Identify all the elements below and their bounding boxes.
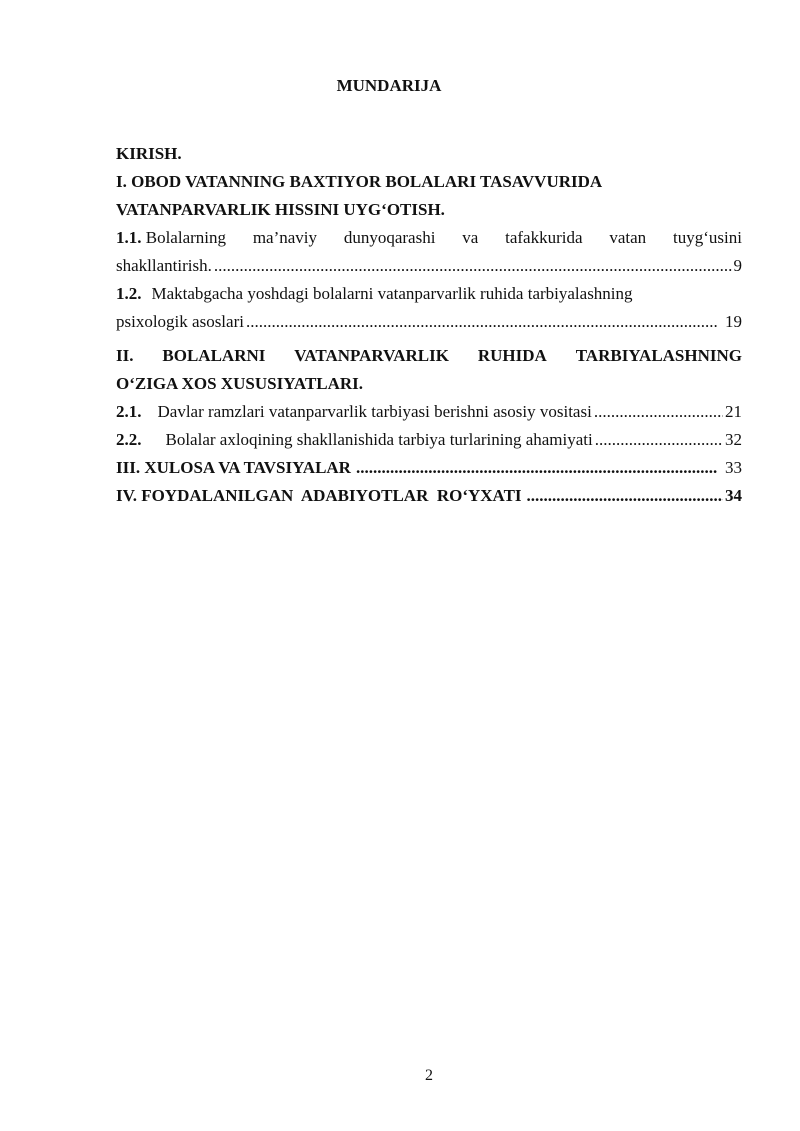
toc-section-2-2-title: Bolalar axloqining shakllanishida tarbiya turlarining ahamiyati (165, 430, 593, 449)
toc-page-ref: 34 (725, 486, 742, 505)
toc-section-1-2-title: Maktabgacha yoshdagi bolalarni vatanparvarlik ruhida tarbiyalashning (151, 284, 633, 303)
toc-section-2-1-title: Davlar ramzlari vatanparvarlik tarbiyasi berishni asosiy vositasi (157, 402, 592, 421)
toc-chapter-2-line-1 (116, 342, 742, 370)
section-number: 1.2. (116, 284, 142, 303)
toc-word: BOLALARNI (162, 346, 266, 365)
dot-leader (246, 308, 717, 336)
section-number: 1.1. (116, 228, 142, 247)
toc-section-1-2-continuation: psixologik asoslari (116, 312, 244, 331)
toc-word: va (462, 228, 479, 247)
toc-word: Bolalarning (145, 228, 227, 247)
toc-section-1-1-line-1 (116, 224, 742, 252)
toc-chapter-1-line-1 (116, 168, 742, 196)
toc-chapter-2-line-2 (116, 370, 742, 398)
toc-chapter-1-title-line-2: VATANPARVARLIK HISSINI UYG‘OTISH. (116, 200, 445, 219)
toc-chapter-4 (116, 482, 742, 510)
toc-page-ref: 21 (725, 402, 742, 421)
toc-word: tuyg‘usini (672, 228, 742, 247)
dot-leader (594, 398, 723, 426)
toc-section-1-2-line-1 (116, 280, 742, 308)
toc-word: RUHIDA (477, 346, 547, 365)
page-number: 2 (425, 1067, 433, 1084)
dot-leader (527, 482, 723, 510)
section-number: 2.1. (116, 402, 142, 421)
toc-chapter-1-line-2 (116, 196, 742, 224)
toc-word: vatan (609, 228, 647, 247)
toc-word: dunyoqarashi (343, 228, 436, 247)
toc-section-2-1 (116, 398, 742, 426)
toc-section-1-2-line-2 (116, 308, 742, 336)
toc-word: tafakkurida (505, 228, 583, 247)
toc-section-2-2 (116, 426, 742, 454)
toc-intro-label: KIRISH. (116, 144, 182, 163)
toc-page-ref: 33 (725, 458, 742, 477)
toc-word: ma’naviy (252, 228, 318, 247)
page-title: MUNDARIJA (336, 76, 442, 95)
toc-chapter-3 (116, 454, 742, 482)
toc-word: II. (116, 346, 134, 365)
table-of-contents (116, 140, 742, 510)
dot-leader (595, 426, 723, 454)
section-number: 2.2. (116, 430, 142, 449)
toc-chapter-2-title-line-2: O‘ZIGA XOS XUSUSIYATLARI. (116, 374, 364, 393)
toc-chapter-4-title: IV. FOYDALANILGAN ADABIYOTLAR RO‘YXATI (116, 486, 522, 505)
dot-leader (356, 454, 718, 482)
toc-section-1-1-continuation: shakllantirish. (116, 256, 212, 275)
toc-word: VATANPARVARLIK (294, 346, 449, 365)
toc-word: TARBIYALASHNING (575, 346, 742, 365)
toc-chapter-3-title: III. XULOSA VA TAVSIYALAR (116, 458, 351, 477)
toc-chapter-1-title-line-1: I. OBOD VATANNING BAXTIYOR BOLALARI TASAVVURIDA (116, 172, 603, 191)
toc-intro (116, 140, 742, 168)
toc-page-ref: 32 (725, 430, 742, 449)
toc-section-1-1-line-2 (116, 252, 742, 280)
toc-page-ref: 9 (733, 256, 742, 275)
toc-section-1-1-first (116, 224, 226, 252)
dot-leader (214, 252, 732, 280)
toc-page-ref: 19 (725, 312, 742, 331)
